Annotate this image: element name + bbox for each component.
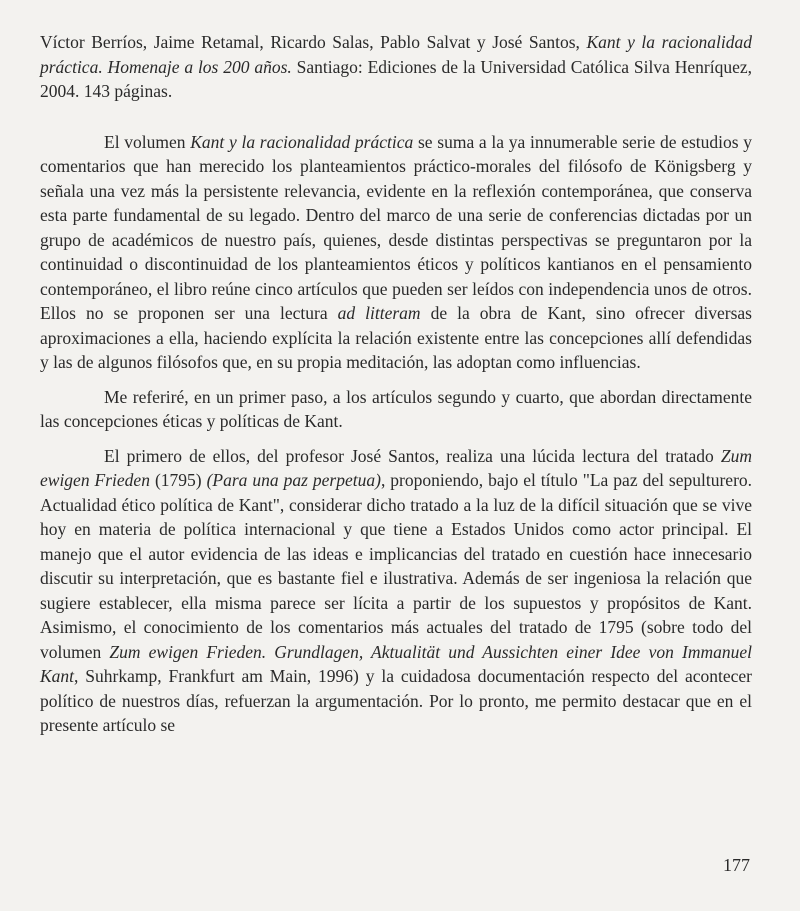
p3-italic-1: Zum ewigen Frieden xyxy=(40,445,752,490)
paragraph-3 xyxy=(40,444,752,738)
p2-text: Me referiré, en un primer paso, a los artículos segundo y cuarto, que abordan directamente las concepciones éticas y políticas de Kant. xyxy=(40,386,752,431)
citation-title: Kant y la racionalidad práctica. Homenaje a los 200 años. xyxy=(40,32,753,77)
p3-text-2: (1795) xyxy=(154,470,202,490)
p3-text-3: , proponiendo, bajo el título "La paz del sepulturero. Actualidad ético política de Kant", considerar dicho tratado a la luz de la difícil situación que se vive hoy en materia de política internacional y que tiene a Estados Unidos como actor principal. El manejo que el autor evidencia de las ideas e implicancias del tratado en cuestión hace innecesario discutir su interpretación, que es bastante fiel e ilustrativa. Además de ser ingeniosa la relación que sugiere establecer, ella misma parece ser lícita a partir de los supuestos y propósitos de Kant. Asimismo, el conocimiento de los comentarios más actuales del tratado de 1795 (sobre todo del volumen xyxy=(40,470,753,662)
p1-italic-title: Kant y la racionalidad práctica xyxy=(190,131,414,152)
paragraph-1 xyxy=(40,130,752,375)
p1-text-1: El volumen xyxy=(104,131,186,152)
p1-text-2: se suma a la ya innumerable serie de estudios y comentarios que han merecido los planteamientos práctico-morales del filósofo de Königsberg y señala una vez más la persistente relevancia, evidente en la reflexión contemporánea, que conserva esta parte fundamental de su legado. Dentro del marco de una serie de conferencias dictadas por un grupo de académicos de nuestro país, quienes, desde distintas perspectivas se preguntaron por la continuidad o discontinuidad de los planteamientos éticos y políticos kantianos en el pensamiento contemporáneo, el libro reúne cinco artículos que pueden ser leídos con independencia unos de otros. Ellos no se proponen ser una lectura xyxy=(40,131,753,323)
p3-text-1: El primero de ellos, del profesor José Santos, realiza una lúcida lectura del tratado xyxy=(104,445,714,466)
citation-authors: Víctor Berríos, Jaime Retamal, Ricardo Salas, Pablo Salvat y José Santos, xyxy=(40,32,580,52)
p3-text-4: , Suhrkamp, Frankfurt am Main, 1996) y la cuidadosa documentación respecto del acontecer político de nuestros días, refuerzan la argumentación. Por lo pronto, me permito destacar que en el presente artículo se xyxy=(40,666,752,735)
book-citation xyxy=(40,30,752,104)
citation-publisher: Santiago: Ediciones de la Universidad Católica Silva Henríquez, 2004. 143 páginas. xyxy=(40,56,752,101)
p1-text-3: de la obra de Kant, sino ofrecer diversas aproximaciones a ella, haciendo explícita la relación existente entre las concepciones allí defendidas y las de algunos filósofos que, en su propia meditación, las adoptan como influencias. xyxy=(40,303,752,372)
page-number: 177 xyxy=(723,855,750,875)
p3-italic-3: Zum ewigen Frieden. Grundlagen, Aktualität und Aussichten einer Idee von Immanuel Kant xyxy=(40,641,752,686)
p1-italic-latin: ad litteram xyxy=(337,303,421,323)
paragraph-2 xyxy=(40,385,752,434)
p3-italic-2: (Para una paz perpetua) xyxy=(206,470,381,490)
